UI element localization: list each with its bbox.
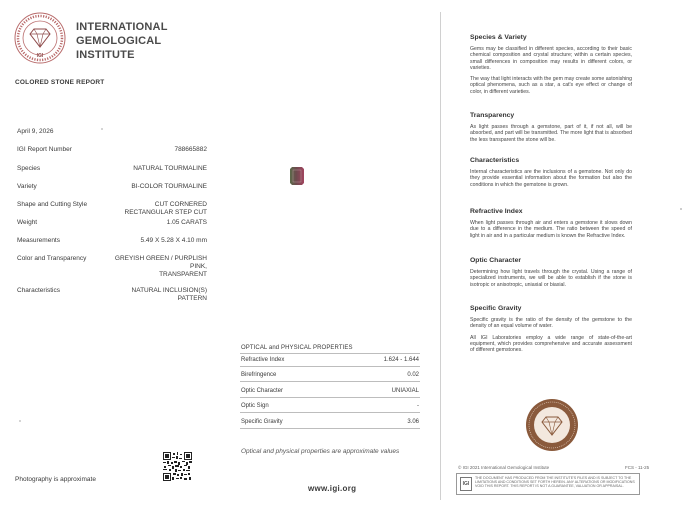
info-section-characteristics — [470, 157, 632, 188]
svg-text:IGI: IGI — [36, 53, 44, 59]
detail-value: 788665882 — [174, 146, 207, 153]
optical-note: Optical and physical properties are approximate values — [241, 448, 400, 455]
detail-label: Characteristics — [17, 287, 60, 294]
table-divider — [240, 428, 420, 429]
optical-value: 3.06 — [407, 419, 419, 425]
decorative-dot — [19, 420, 21, 422]
info-text: The way that light interacts with the gem may create some astonishing optical phenomena, such as a star, a cat's eye effect or change of color, in different varieties. — [470, 76, 632, 95]
optical-value: - — [417, 403, 419, 409]
info-title: Optic Character — [470, 257, 521, 264]
detail-value: 5.49 X 5.28 X 4.10 mm — [140, 237, 207, 244]
detail-label: Color and Transparency — [17, 255, 87, 262]
optical-label: Optic Sign — [241, 403, 269, 409]
detail-value: NATURAL INCLUSION(S) PATTERN — [131, 287, 207, 302]
brand-line: INTERNATIONAL — [76, 21, 168, 33]
detail-value: GREYISH GREEN / PURPLISH PINK, TRANSPARENT — [114, 255, 207, 278]
table-divider — [240, 353, 420, 354]
info-title: Refractive Index — [470, 208, 523, 215]
brand-line: INSTITUTE — [76, 49, 135, 61]
detail-label: Weight — [17, 219, 38, 226]
detail-value: BI-COLOR TOURMALINE — [131, 183, 207, 190]
brand-line: GEMOLOGICAL — [76, 35, 162, 47]
website-link[interactable]: www.igi.org — [308, 484, 357, 493]
table-divider — [240, 366, 420, 367]
optical-properties-title: OPTICAL and PHYSICAL PROPERTIES — [241, 345, 353, 351]
info-text: Gems may be classified in different species, according to their basic chemical composition and crystal structure; within a certain species, small differences in composition may results in different colors, or varieties. — [470, 46, 632, 71]
info-section-species — [470, 34, 632, 95]
optical-value: 0.02 — [407, 372, 419, 378]
detail-label: Measurements — [17, 237, 60, 244]
decorative-dot — [680, 208, 682, 210]
info-title: Species & Variety — [470, 34, 527, 41]
photo-note: Photography is approximate — [15, 476, 96, 483]
brand-name — [76, 20, 168, 62]
igi-small-logo-icon: IGI — [460, 477, 472, 491]
optical-label: Birefringence — [241, 372, 277, 378]
info-text: As light passes through a gemstone, part of it, if not all, will be absorbed, and part will be transmitted. The more light that is absorbed the less transparent the stone will be. — [470, 124, 632, 143]
table-divider — [240, 381, 420, 382]
info-title: Transparency — [470, 112, 515, 119]
info-section-transparency — [470, 112, 632, 143]
form-code: FCS - 11-25 — [625, 465, 650, 470]
info-title: Characteristics — [470, 157, 520, 164]
decorative-dot — [101, 128, 103, 130]
info-text: Determining how light travels through the crystal. Using a range of specialized instruments, we will be able to establish if the stone is isotropic or anisotropic, uniaxial or biaxial. — [470, 269, 632, 288]
detail-value: NATURAL TOURMALINE — [133, 165, 207, 172]
info-section-optic-character — [470, 257, 632, 288]
info-text: All IGI Laboratories employ a wide range of state-of-the-art equipment, which provides comprehensive and accurate assessment of different gemstones. — [470, 334, 632, 354]
info-text: Specific gravity is the ratio of the density of the gemstone to the density of an equal volume of water. — [470, 317, 632, 330]
info-title: Specific Gravity — [470, 305, 522, 312]
info-text: Internal characteristics are the inclusions of a gemstone. Not only do they provide essential information about the formation but also the conditions in which the gemstone is grown. — [470, 169, 632, 188]
report-type: COLORED STONE REPORT — [15, 79, 105, 86]
detail-label: Species — [17, 165, 41, 172]
detail-label: IGI Report Number — [17, 146, 72, 153]
igi-seal-icon — [525, 398, 579, 452]
optical-label: Optic Character — [241, 388, 284, 394]
detail-label: April 9, 2026 — [17, 128, 54, 135]
table-divider — [240, 397, 420, 398]
detail-value: CUT CORNERED RECTANGULAR STEP CUT — [124, 201, 207, 216]
gemstone-photo — [290, 167, 304, 185]
optical-label: Specific Gravity — [241, 419, 283, 425]
info-text: When light passes through air and enters a gemstone it slows down due to a difference in the medium. The ratio between the speed of light in air and in a particular medium is known the Refractive Index. — [470, 220, 632, 239]
disclaimer-text: THE DOCUMENT HAS PRODUCED FROM THE INSTITUTE'S FILES AND IS SUBJECT TO THE LIMITATIONS AND CONDITIONS SET FORTH HEREIN. ANY ALTERATIONS OR MODIFICATIONS VOID THIS REPORT. THIS REPORT IS NOT A GUARANTEE, VALUATION OR APPRAISAL. — [475, 476, 635, 489]
detail-label: Variety — [17, 183, 37, 190]
info-section-specific-gravity — [470, 305, 632, 353]
copyright-text: © IGI 2021 International Gemological Institute — [458, 465, 550, 470]
detail-value: 1.05 CARATS — [166, 219, 207, 226]
optical-value: UNIAXIAL — [391, 388, 419, 394]
optical-value: 1.624 - 1.644 — [383, 357, 419, 363]
info-section-refractive-index — [470, 208, 632, 239]
table-divider — [240, 412, 420, 413]
igi-logo-icon — [14, 12, 66, 64]
qr-code[interactable] — [163, 452, 192, 481]
page-divider — [440, 12, 441, 500]
detail-label: Shape and Cutting Style — [17, 201, 88, 208]
optical-label: Refractive Index — [241, 357, 285, 363]
disclaimer-box — [456, 473, 640, 495]
